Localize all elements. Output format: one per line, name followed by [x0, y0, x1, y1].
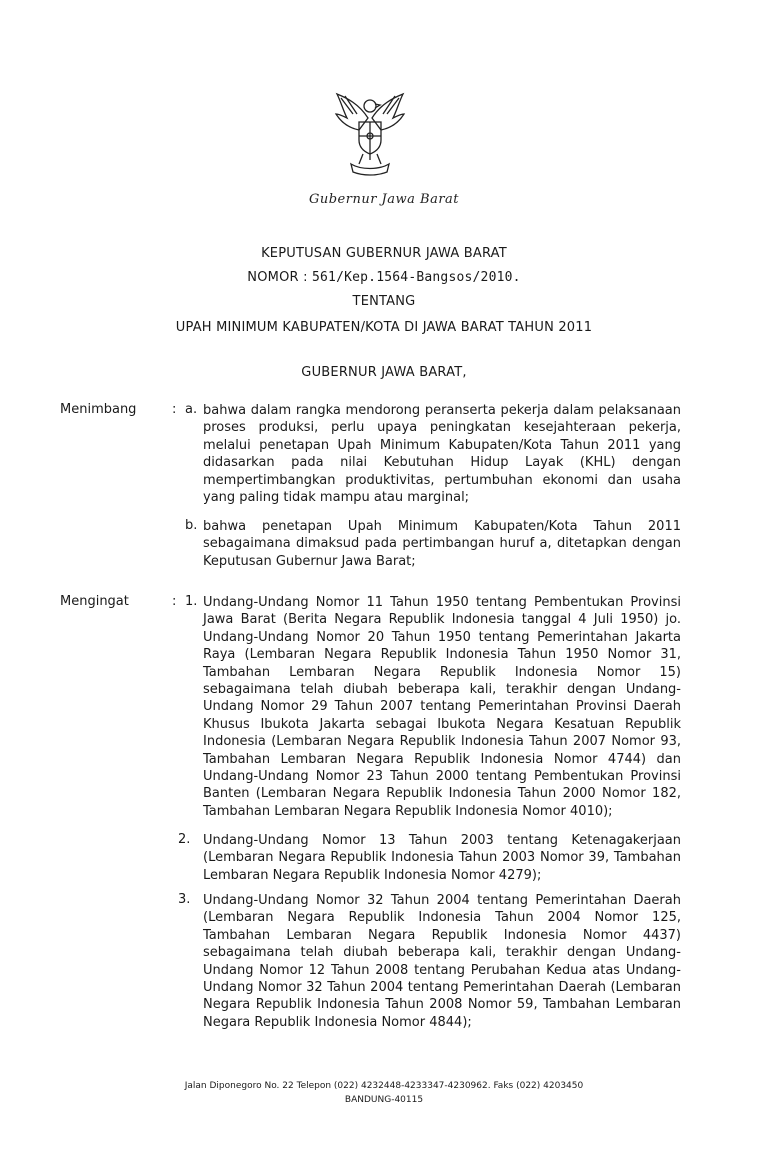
footer-address: Jalan Diponegoro No. 22 Telepon (022) 4232448-4233347-4230962. Faks (022) 4203450 [184, 1081, 584, 1091]
menimbang-item-b-text: bahwa penetapan Upah Minimum Kabupaten/Kota Tahun 2011 sebagaimana dimaksud pada pertimbangan huruf a, ditetapkan dengan Keputusan Gubernur Jawa Barat; [203, 519, 681, 569]
mengingat-colon: : [172, 594, 177, 609]
mengingat-item-3-text: Undang-Undang Nomor 32 Tahun 2004 tentang Pemerintahan Daerah (Lembaran Negara Republik Indonesia Tahun 2004 Nomor 125, Tambahan Lembaran Negara Republik Indonesia Nomor 4437) sebagaimana telah diubah beberapa kali, terakhir dengan Undang-Undang Nomor 12 Tahun 2008 tentang Perubahan Kedua atas Undang-Undang Nomor 32 Tahun 2004 tentang Pemerintahan Daerah (Lembaran Negara Republik Indonesia Tahun 2008 Nomor 59, Tambahan Lembaran Negara Republik Indonesia Nomor 4844); [203, 893, 681, 1030]
menimbang-item-a-text: bahwa dalam rangka mendorong peranserta pekerja dalam pelaksanaan proses produksi, perlu upaya peningkatan kesejahteraan pekerja, melalui penetapan Upah Minimum Kabupaten/Kota Tahun 2011 yang didasarkan pada nilai Kebutuhan Hidup Layak (KHL) dengan mempertimbangkan produktivitas, pertumbuhan ekonomi dan usaha yang paling tidak mampu atau marginal; [203, 403, 681, 506]
mengingat-item-1-text: Undang-Undang Nomor 11 Tahun 1950 tentang Pembentukan Provinsi Jawa Barat (Berita Negara Republik Indonesia tanggal 4 Juli 1950) jo. Undang-Undang Nomor 20 Tahun 1950 tentang Pemerintahan Jakarta Raya (Lembaran Negara Republik Indonesia Tahun 1950 Nomor 31, Tambahan Lembaran Negara Republik Indonesia Nomor 15) sebagaimana telah diubah beberapa kali, terakhir dengan Undang-Undang Nomor 29 Tahun 2007 tentang Pemerintahan Provinsi Daerah Khusus Ibukota Jakarta sebagai Ibukota Negara Kesatuan Republik Indonesia (Lembaran Negara Republik Indonesia Tahun 2007 Nomor 93, Tambahan Lembaran Negara Republik Indonesia Nomor 4744) dan Undang-Undang Nomor 23 Tahun 2000 tentang Pembentukan Provinsi Banten (Lembaran Negara Republik Indonesia Tahun 2000 Nomor 182, Tambahan Lembaran Negara Republik Indonesia Nomor 4010); [203, 595, 681, 819]
decree-about: TENTANG [352, 294, 416, 309]
menimbang-item-b-marker: b. [185, 518, 198, 533]
decree-number-value: 561/Kep.1564-Bangsos/2010. [312, 270, 521, 285]
decree-issuer: GUBERNUR JAWA BARAT, [301, 365, 467, 380]
menimbang-item-a-marker: a. [185, 402, 198, 417]
menimbang-colon: : [172, 402, 177, 417]
menimbang-label: Menimbang [60, 402, 137, 417]
decree-number-label: NOMOR : [247, 270, 308, 285]
garuda-emblem-icon [333, 88, 407, 178]
mengingat-item-2-marker: 2. [178, 832, 191, 847]
decree-title: KEPUTUSAN GUBERNUR JAWA BARAT [261, 246, 507, 261]
mengingat-item-2-text: Undang-Undang Nomor 13 Tahun 2003 tentang Ketenagakerjaan (Lembaran Negara Republik Indonesia Tahun 2003 Nomor 39, Tambahan Lembaran Negara Republik Indonesia Nomor 4279); [203, 833, 681, 883]
mengingat-item-3-marker: 3. [178, 892, 191, 907]
office-name: Gubernur Jawa Barat [308, 192, 460, 207]
mengingat-item-1-marker: 1. [185, 594, 198, 609]
decree-number [0, 270, 768, 285]
mengingat-label: Mengingat [60, 594, 129, 609]
decree-subject: UPAH MINIMUM KABUPATEN/KOTA DI JAWA BARAT TAHUN 2011 [175, 320, 593, 335]
footer-city: BANDUNG-40115 [344, 1095, 424, 1105]
